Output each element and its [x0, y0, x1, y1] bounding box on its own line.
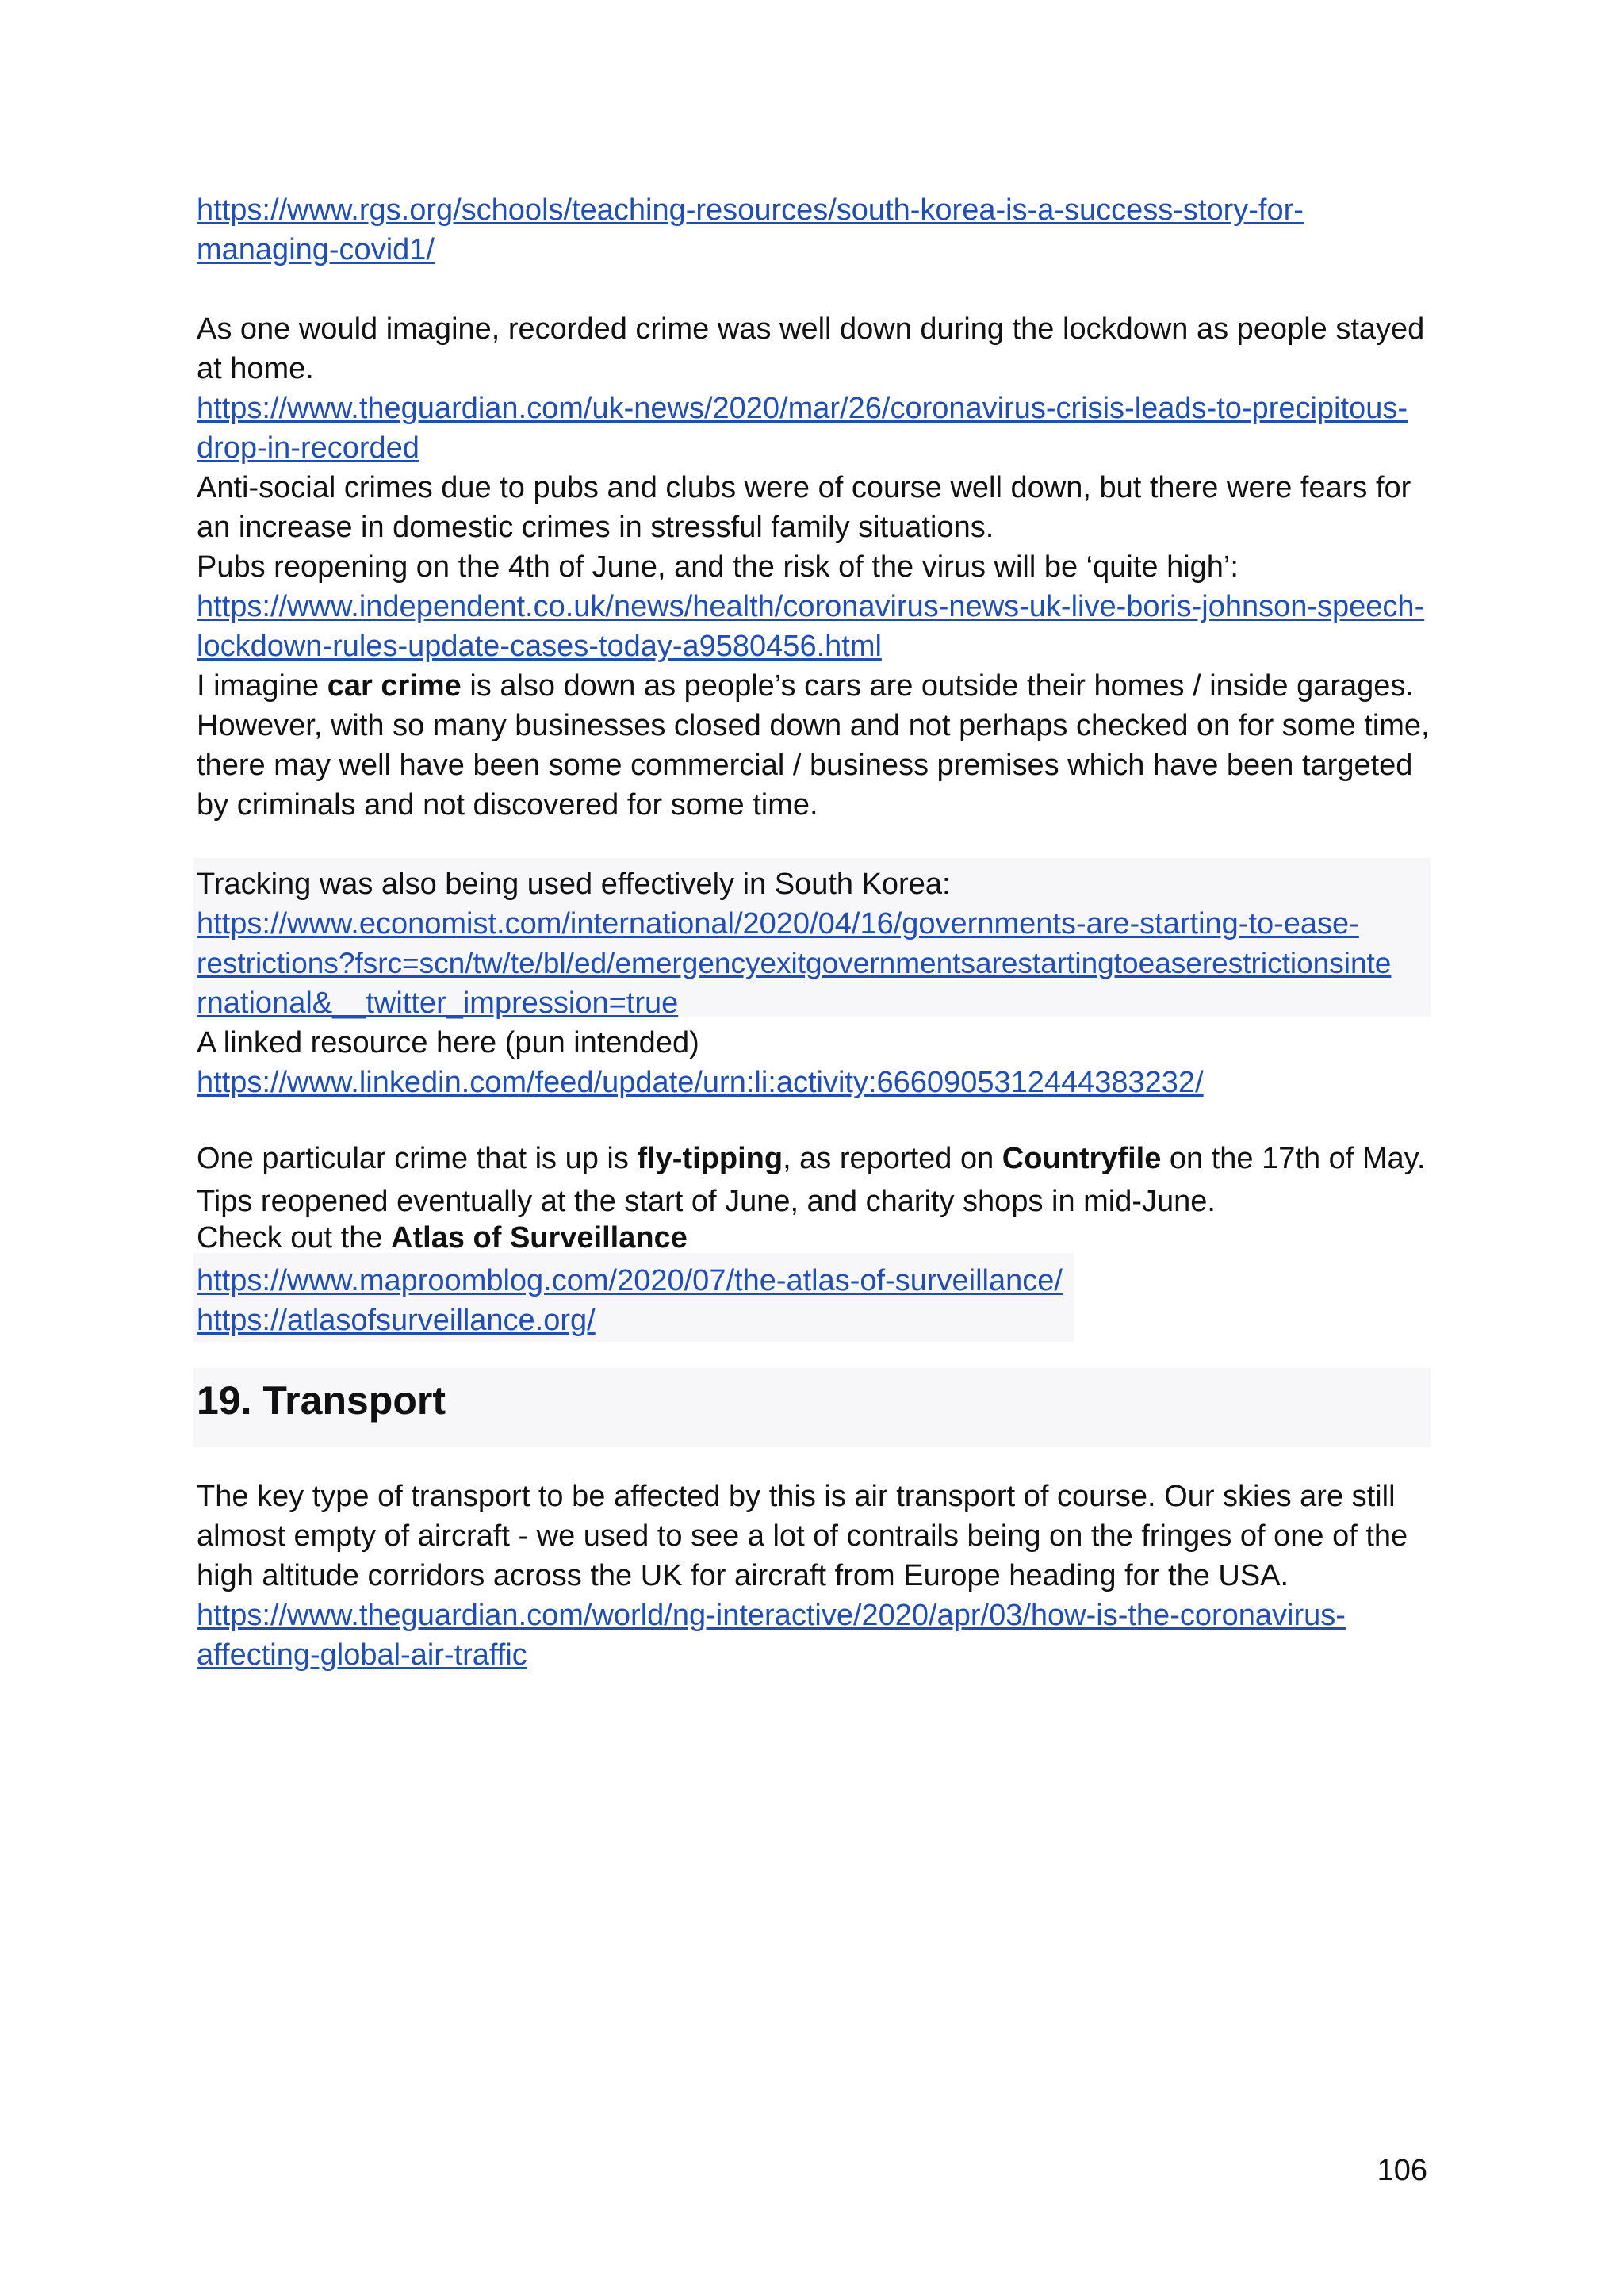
- car-crime-text: [197, 666, 1414, 706]
- atlas-pre: Check out the: [197, 1221, 392, 1255]
- rgs-link[interactable]: https://www.rgs.org/schools/teaching-resources/south-korea-is-a-success-story-for-: [197, 193, 1304, 227]
- fly-post: on the 17th of May.: [1161, 1142, 1426, 1175]
- crime-text: As one would imagine, recorded crime was well down during the lockdown as people stayed: [197, 312, 1425, 346]
- paragraph-line: [197, 1261, 1063, 1301]
- atlas-text: [197, 1218, 688, 1258]
- car-crime-pre: I imagine: [197, 669, 327, 703]
- paragraph-line: [197, 626, 882, 666]
- fly-mid: , as reported on: [783, 1142, 1002, 1175]
- linkedin-link[interactable]: https://www.linkedin.com/feed/update/urn:li:activity:6660905312444383232/: [197, 1066, 1204, 1099]
- paragraph-line: [197, 587, 1424, 626]
- antisocial-text: Anti-social crimes due to pubs and clubs were of course well down, but there were fears for: [197, 471, 1411, 504]
- transport-text: high altitude corridors across the UK for aircraft from Europe heading for the USA.: [197, 1559, 1289, 1592]
- fly-tipping-text: [197, 1139, 1425, 1178]
- transport-text: almost empty of aircraft - we used to see a lot of contrails being on the fringes of one of the: [197, 1519, 1408, 1553]
- tracking-text: Tracking was also being used effectively in South Korea:: [197, 868, 951, 901]
- economist-link[interactable]: https://www.economist.com/international/2020/04/16/governments-are-starting-to-ease-: [197, 907, 1359, 941]
- fly-bold: fly-tipping: [637, 1142, 783, 1175]
- paragraph-line: [197, 983, 678, 1023]
- guardian-crime-link-continued[interactable]: drop-in-recorded: [197, 431, 419, 465]
- rgs-link-continued[interactable]: managing-covid1/: [197, 233, 435, 266]
- car-crime-bold: car crime: [327, 669, 462, 703]
- linked-resource-text: A linked resource here (pun intended): [197, 1026, 699, 1059]
- tips-text: Tips reopened eventually at the start of June, and charity shops in mid-June.: [197, 1185, 1216, 1218]
- atlas-link[interactable]: https://atlasofsurveillance.org/: [197, 1304, 596, 1337]
- paragraph-line: [197, 1635, 527, 1675]
- business-text: there may well have been some commercial / business premises which have been targeted: [197, 749, 1413, 782]
- antisocial-text: an increase in domestic crimes in stressful family situations.: [197, 511, 994, 544]
- paragraph-line: [197, 230, 435, 270]
- economist-link-continued[interactable]: restrictions?fsrc=scn/tw/te/bl/ed/emergencyexitgovernmentsarestartingtoeaserestrictionsinte: [197, 947, 1392, 979]
- guardian-air-link[interactable]: https://www.theguardian.com/world/ng-interactive/2020/apr/03/how-is-the-coronavirus-: [197, 1599, 1346, 1632]
- paragraph-line: [197, 389, 1408, 428]
- guardian-air-link-continued[interactable]: affecting-global-air-traffic: [197, 1638, 527, 1672]
- paragraph-line: [197, 944, 1391, 983]
- atlas-bold: Atlas of Surveillance: [391, 1221, 688, 1255]
- independent-link-continued[interactable]: lockdown-rules-update-cases-today-a9580456.html: [197, 630, 882, 663]
- paragraph-line: [197, 1063, 1204, 1102]
- paragraph-line: [197, 1301, 596, 1340]
- guardian-crime-link[interactable]: https://www.theguardian.com/uk-news/2020/mar/26/coronavirus-crisis-leads-to-precipitous-: [197, 392, 1408, 425]
- pubs-text: Pubs reopening on the 4th of June, and the risk of the virus will be ‘quite high’:: [197, 550, 1239, 584]
- business-text: by criminals and not discovered for some time.: [197, 788, 818, 822]
- fly-pre: One particular crime that is up is: [197, 1142, 638, 1175]
- crime-text: at home.: [197, 352, 314, 385]
- paragraph-line: [197, 428, 419, 468]
- maproom-link[interactable]: https://www.maproomblog.com/2020/07/the-atlas-of-surveillance/: [197, 1264, 1063, 1297]
- paragraph-line: [197, 190, 1304, 230]
- independent-link[interactable]: https://www.independent.co.uk/news/health/coronavirus-news-uk-live-boris-johnson-speech-: [197, 590, 1425, 623]
- transport-text: The key type of transport to be affected by this is air transport of course. Our skies are still: [197, 1480, 1396, 1513]
- economist-link-end[interactable]: rnational&__twitter_impression=true: [197, 987, 679, 1020]
- section-heading: 19. Transport: [197, 1378, 446, 1423]
- car-crime-post: is also down as people’s cars are outside their homes / inside garages.: [461, 669, 1414, 703]
- page-number: 106: [1377, 2154, 1427, 2187]
- business-text: However, with so many businesses closed down and not perhaps checked on for some time,: [197, 709, 1430, 742]
- paragraph-line: [197, 904, 1359, 944]
- paragraph-line: [197, 1596, 1346, 1635]
- countryfile-bold: Countryfile: [1002, 1142, 1162, 1175]
